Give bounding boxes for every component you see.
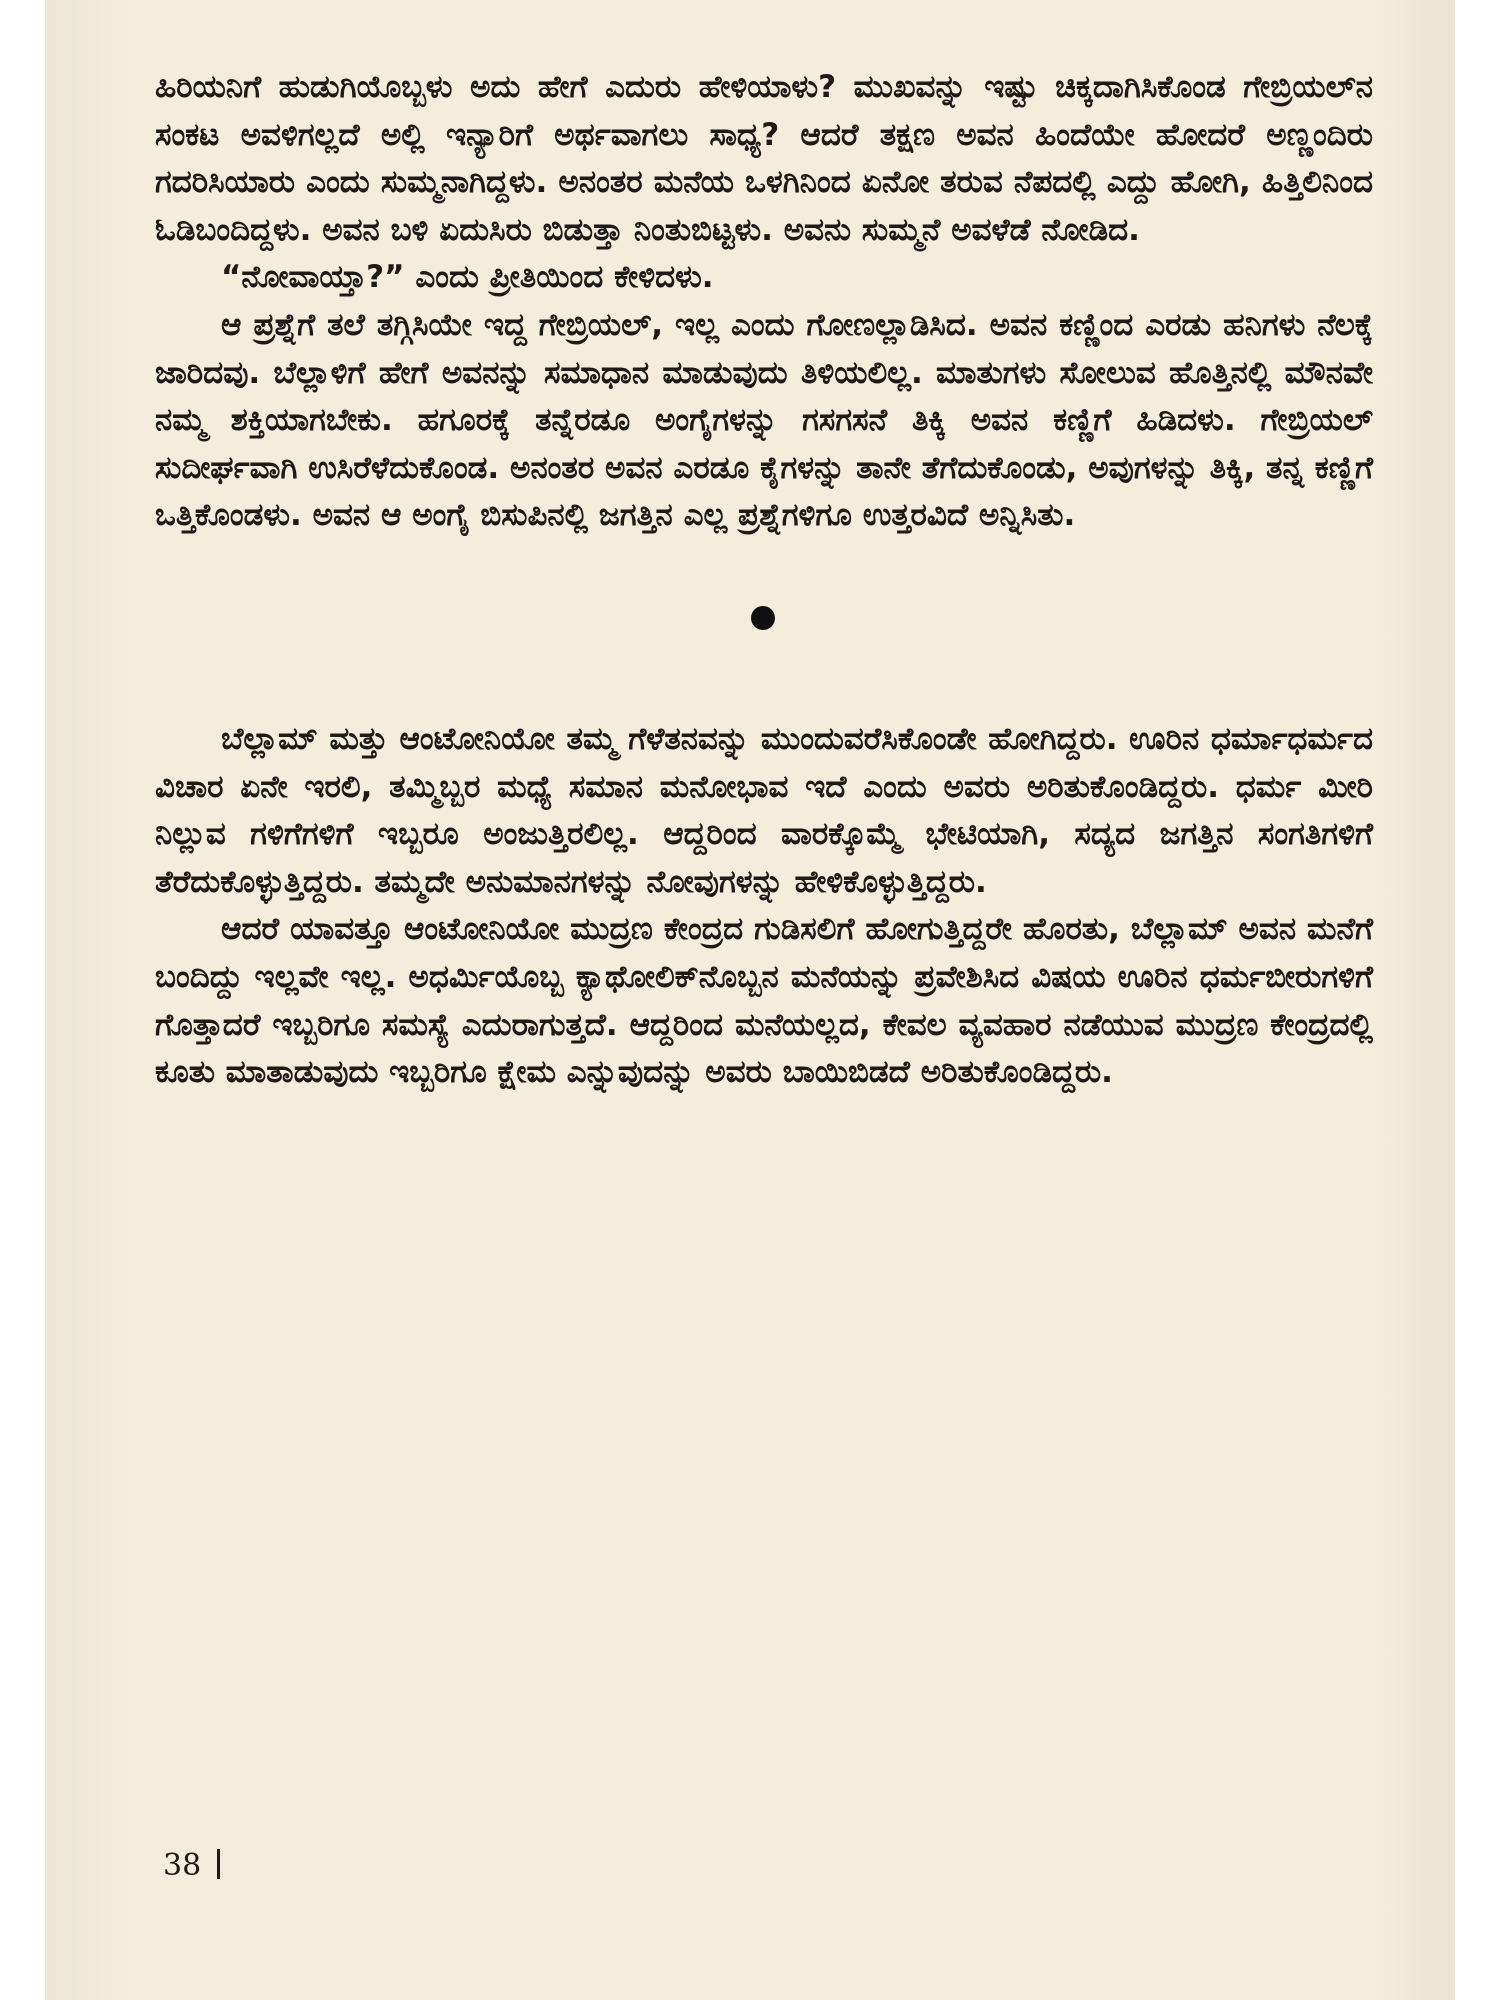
book-page	[45, 0, 1455, 2000]
paragraph-4: ಬೆಲ್ಲಾಮ್ ಮತ್ತು ಆಂಟೋನಿಯೋ ತಮ್ಮ ಗೆಳೆತನವನ್ನು ಮುಂದುವರೆಸಿಕೊಂಡೇ ಹೋಗಿದ್ದರು. ಊರಿನ ಧರ್ಮಾಧರ್ಮದ ವಿಚಾರ ಏನೇ ಇರಲಿ, ತಮ್ಮಿಬ್ಬರ ಮಧ್ಯೆ ಸಮಾನ ಮನೋಭಾವ ಇದೆ ಎಂದು ಅವರು ಅರಿತುಕೊಂಡಿದ್ದರು. ಧರ್ಮ ಮೀರಿ ನಿಲ್ಲುವ ಗಳಿಗೆಗಳಿಗೆ ಇಬ್ಬರೂ ಅಂಜುತ್ತಿರಲಿಲ್ಲ. ಆದ್ದರಿಂದ ವಾರಕ್ಕೊಮ್ಮೆ ಭೇಟಿಯಾಗಿ, ಸದ್ಯದ ಜಗತ್ತಿನ ಸಂಗತಿಗಳಿಗೆ ತೆರೆದುಕೊಳ್ಳುತ್ತಿದ್ದರು. ತಮ್ಮದೇ ಅನುಮಾನಗಳನ್ನು ನೋವುಗಳನ್ನು ಹೇಳಿಕೊಳ್ಳುತ್ತಿದ್ದರು.	[155, 720, 1373, 900]
page-number: 38	[163, 1848, 202, 1883]
section-separator	[155, 540, 1373, 716]
section-break-dot-icon	[751, 606, 775, 630]
paragraph-2-dialogue: “ನೋವಾಯ್ತಾ?” ಎಂದು ಪ್ರೀತಿಯಿಂದ ಕೇಳಿದಳು.	[221, 259, 714, 296]
paragraph-1: ಹಿರಿಯನಿಗೆ ಹುಡುಗಿಯೊಬ್ಬಳು ಅದು ಹೇಗೆ ಎದುರು ಹೇಳಿಯಾಳು? ಮುಖವನ್ನು ಇಷ್ಟು ಚಿಕ್ಕದಾಗಿಸಿಕೊಂಡ ಗೇಬ್ರಿಯಲ್‌ನ ಸಂಕಟ ಅವಳಿಗಲ್ಲದೆ ಅಲ್ಲಿ ಇನ್ಯಾರಿಗೆ ಅರ್ಥವಾಗಲು ಸಾಧ್ಯ? ಆದರೆ ತಕ್ಷಣ ಅವನ ಹಿಂದೆಯೇ ಹೋದರೆ ಅಣ್ಣಂದಿರು ಗದರಿಸಿಯಾರು ಎಂದು ಸುಮ್ಮನಾಗಿದ್ದಳು. ಅನಂತರ ಮನೆಯ ಒಳಗಿನಿಂದ ಏನೋ ತರುವ ನೆಪದಲ್ಲಿ ಎದ್ದು ಹೋಗಿ, ಹಿತ್ತಿಲಿನಿಂದ ಓಡಿಬಂದಿದ್ದಳು. ಅವನ ಬಳಿ ಏದುಸಿರು ಬಿಡುತ್ತಾ ನಿಂತುಬಿಟ್ಟಳು. ಅವನು ಸುಮ್ಮನೆ ಅವಳೆಡೆ ನೋಡಿದ.	[155, 69, 1373, 248]
page-content	[155, 64, 1373, 1097]
page-footer	[163, 1848, 220, 1883]
paragraph-3: ಆ ಪ್ರಶ್ನೆಗೆ ತಲೆ ತಗ್ಗಿಸಿಯೇ ಇದ್ದ ಗೇಬ್ರಿಯಲ್, ಇಲ್ಲ ಎಂದು ಗೋಣಲ್ಲಾಡಿಸಿದ. ಅವನ ಕಣ್ಣಿಂದ ಎರಡು ಹನಿಗಳು ನೆಲಕ್ಕೆ ಜಾರಿದವು. ಬೆಲ್ಲಾಳಿಗೆ ಹೇಗೆ ಅವನನ್ನು ಸಮಾಧಾನ ಮಾಡುವುದು ತಿಳಿಯಲಿಲ್ಲ. ಮಾತುಗಳು ಸೋಲುವ ಹೊತ್ತಿನಲ್ಲಿ ಮೌನವೇ ನಮ್ಮ ಶಕ್ತಿಯಾಗಬೇಕು. ಹಗೂರಕ್ಕೆ ತನ್ನೆರಡೂ ಅಂಗೈಗಳನ್ನು ಗಸಗಸನೆ ತಿಕ್ಕಿ ಅವನ ಕಣ್ಣಿಗೆ ಹಿಡಿದಳು. ಗೇಬ್ರಿಯಲ್ ಸುದೀರ್ಘವಾಗಿ ಉಸಿರೆಳೆದುಕೊಂಡ. ಅನಂತರ ಅವನ ಎರಡೂ ಕೈಗಳನ್ನು ತಾನೇ ತೆಗೆದುಕೊಂಡು, ಅವುಗಳನ್ನು ತಿಕ್ಕಿ, ತನ್ನ ಕಣ್ಣಿಗೆ ಒತ್ತಿಕೊಂಡಳು. ಅವನ ಆ ಅಂಗೈ ಬಿಸುಪಿನಲ್ಲಿ ಜಗತ್ತಿನ ಎಲ್ಲ ಪ್ರಶ್ನೆಗಳಿಗೂ ಉತ್ತರವಿದೆ ಅನ್ನಿಸಿತು.	[155, 306, 1373, 534]
page-number-divider	[217, 1849, 220, 1879]
section-2	[155, 716, 1373, 1097]
paragraph-5: ಆದರೆ ಯಾವತ್ತೂ ಆಂಟೋನಿಯೋ ಮುದ್ರಣ ಕೇಂದ್ರದ ಗುಡಿಸಲಿಗೆ ಹೋಗುತ್ತಿದ್ದರೇ ಹೊರತು, ಬೆಲ್ಲಾಮ್ ಅವನ ಮನೆಗೆ ಬಂದಿದ್ದು ಇಲ್ಲವೇ ಇಲ್ಲ. ಅಧರ್ಮಿಯೊಬ್ಬ ಕ್ಯಾಥೋಲಿಕ್‌ನೊಬ್ಬನ ಮನೆಯನ್ನು ಪ್ರವೇಶಿಸಿದ ವಿಷಯ ಊರಿನ ಧರ್ಮಬೀರುಗಳಿಗೆ ಗೊತ್ತಾದರೆ ಇಬ್ಬರಿಗೂ ಸಮಸ್ಯೆ ಎದುರಾಗುತ್ತದೆ. ಆದ್ದರಿಂದ ಮನೆಯಲ್ಲದ, ಕೇವಲ ವ್ಯವಹಾರ ನಡೆಯುವ ಮುದ್ರಣ ಕೇಂದ್ರದಲ್ಲಿ ಕೂತು ಮಾತಾಡುವುದು ಇಬ್ಬರಿಗೂ ಕ್ಷೇಮ ಎನ್ನುವುದನ್ನು ಅವರು ಬಾಯಿಬಿಡದೆ ಅರಿತುಕೊಂಡಿದ್ದರು.	[155, 911, 1373, 1091]
